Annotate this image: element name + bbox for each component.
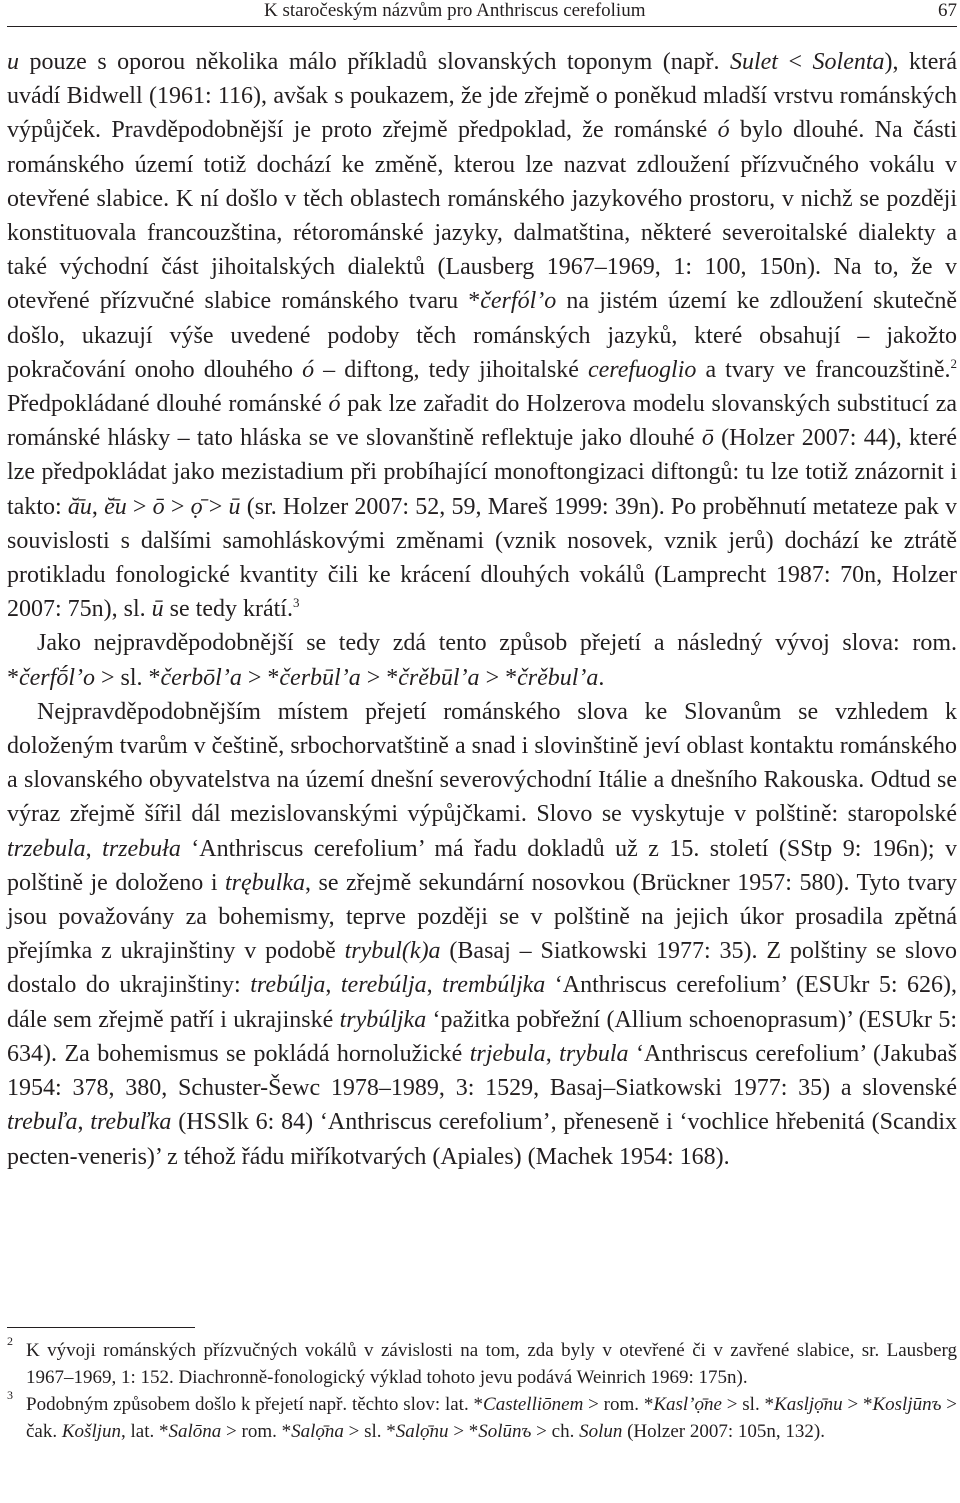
- footnote-3: [7, 1388, 958, 1445]
- text-run: > sl. *: [94, 664, 161, 691]
- paragraph-3: [7, 695, 957, 1174]
- footnote-reference: 3: [292, 595, 300, 611]
- italic-term: trzebula: [7, 835, 86, 862]
- italic-term: Solūnъ: [478, 1421, 532, 1442]
- text-run: >: [164, 493, 191, 520]
- text-run: ,: [545, 1040, 560, 1067]
- italic-term: ó: [328, 391, 341, 418]
- italic-term: trybula: [559, 1040, 629, 1067]
- italic-term: ō: [701, 425, 714, 452]
- text-run: , lat. *: [121, 1421, 169, 1442]
- footnote-2: [7, 1334, 957, 1391]
- text-run: ), která uvádí Bidwell (1961: 116), avšak s poukazem, že jde zřejmě o poněkud mladší vrstvu románských výpůjček. Pravděpodobnější je proto zřejmě předpoklad, že románské: [7, 49, 957, 144]
- text-run: .: [598, 664, 605, 691]
- italic-term: trembúljka: [442, 972, 546, 999]
- footnote-mark: 2: [7, 1334, 13, 1348]
- text-run: – diftong, tedy jihoitalské: [314, 356, 588, 383]
- text-run: (Holzer 2007: 44), které lze předpokládat jako mezistadium při probíhající monoftongizaci diftongů: tu lze totiž znázornit i takto:: [7, 425, 957, 520]
- italic-term: Kasljọ̄nu: [774, 1394, 843, 1415]
- italic-term: ū: [228, 493, 241, 520]
- running-head-title: K staročeským názvům pro Anthriscus cerefolium: [264, 0, 646, 21]
- page-number: 67: [938, 0, 957, 21]
- italic-term: Solenta: [812, 49, 885, 75]
- italic-term: trebuľka: [90, 1109, 172, 1136]
- italic-term: ō: [152, 493, 165, 520]
- italic-term: Salọ̄nu: [395, 1421, 449, 1442]
- text-run: > *: [241, 664, 280, 691]
- text-run: >: [202, 493, 229, 520]
- paragraph-1: [7, 45, 957, 626]
- italic-term: trybul(k)a: [344, 938, 441, 965]
- text-run: > *: [479, 664, 518, 691]
- text-run: a tvary ve francouzštině.: [696, 356, 951, 383]
- italic-term: trębulka: [225, 869, 305, 896]
- text-run: > sl. *: [343, 1421, 396, 1442]
- italic-term: ă̄u: [67, 493, 92, 520]
- text-run: > *: [842, 1394, 873, 1415]
- text-run: ‘Anthriscus cerefolium’ (ESUkr 5: 626), dále sem zřejmě patří i ukrajinské: [7, 972, 958, 1033]
- text-run: Předpokládané dlouhé románské: [7, 391, 329, 418]
- text-run: ‘Anthriscus cerefolium’ (Jakubaš 1954: 378, 380, Schuster-Šewc 1978–1989, 3: 1529, Basaj–Siatkowski 1977: 35) a slovenské: [7, 1040, 957, 1102]
- footnote-text: [26, 1394, 957, 1442]
- italic-term: čerbūl’a: [279, 664, 361, 691]
- italic-term: trzebuła: [102, 835, 181, 862]
- italic-term: Salọ̄na: [291, 1421, 344, 1442]
- footnote-rule: [7, 1327, 195, 1328]
- text-run: <: [777, 49, 813, 75]
- italic-term: Kosljūnъ: [872, 1394, 942, 1415]
- text-run: (Basaj – Siatkowski 1977: 35). Z polštiny se slovo dostalo do ukrajinštiny:: [7, 938, 957, 999]
- italic-term: trybúljka: [339, 1006, 427, 1033]
- italic-term: ọ̄: [190, 493, 203, 520]
- text-run: ,: [77, 1109, 91, 1136]
- italic-term: Kasl’ọ̄ne: [653, 1394, 722, 1415]
- italic-term: Sulet: [729, 49, 778, 75]
- text-run: pouze s oporou několika málo příkladů slovanských toponym (např.: [19, 49, 730, 75]
- text-run: ‘pažitka pobřežní (Allium schoenoprasum)’ (ESUkr 5: 634). Za bohemismus se pokládá hornolužické: [7, 1006, 957, 1067]
- italic-term: ó: [717, 117, 730, 144]
- text-run: Nejpravděpodobnějším místem přejetí románského slova ke Slovanům se vzhledem k doloženým tvarům v češtině, srbochorvatštině a snad i slovinštině jeví oblast kontaktu románského a slovanského obyvatelstva na území dnešní severovýchodní Itálie a dnešního Rakouska. Odtud se výraz zřejmě šířil dál mezislovanskými výpůjčkami. Slovo se vyskytuje v polštině: staropolské: [7, 698, 957, 828]
- text-run: , se zřejmě sekundární nosovkou (Brückner 1957: 580). Tyto tvary jsou považovány za bohemismy, teprve později se v polštině na jejich úkor prosadila zpětná přejímka z ukrajinštiny v podobě: [7, 869, 957, 965]
- text-run: ,: [426, 972, 443, 999]
- text-run: > ch.: [531, 1421, 580, 1442]
- paragraph-2: [7, 626, 957, 694]
- italic-term: trebuľa: [7, 1109, 78, 1136]
- text-run: (sr. Holzer 2007: 52, 59, Mareš 1999: 39n). Po proběhnutí metateze pak v souvislosti s dalšími samohláskovými změnami (vznik nosovek, vznik jerů) dochází ke ztrátě protikladu fonologické kvantity čili ke krácení dlouhých vokálů (Lamprecht 1987: 70n, Holzer 2007: 75n), sl.: [7, 493, 957, 623]
- italic-term: Solun: [579, 1421, 623, 1442]
- text-run: se tedy krátí.: [163, 596, 293, 623]
- italic-term: črěbul’a: [517, 664, 599, 691]
- italic-term: Salōna: [168, 1421, 222, 1442]
- italic-term: Castelliōnem: [483, 1394, 584, 1415]
- text-run: Podobným způsobem došlo k přejetí např. těchto slov: lat. *: [26, 1394, 484, 1415]
- text-run: Jako nejpravděpodobnější se tedy zdá tento způsob přejetí a následný vývoj slova: rom. *: [7, 630, 957, 691]
- footnotes: [7, 1334, 958, 1445]
- text-run: > *: [360, 664, 399, 691]
- footnote-mark: 3: [7, 1388, 13, 1402]
- text-run: >: [126, 493, 153, 520]
- text-run: na jistém území ke zdloužení skutečně došlo, ukazují výše uvedené podoby těch románských jazyků, které obsahují – jakožto pokračování onoho dlouhého: [7, 288, 958, 383]
- text-run: ,: [91, 493, 105, 520]
- text-run: pak lze zařadit do Holzerova modelu slovanských substitucí za románské hlásky – tato hláska se ve slovanštině reflektuje jako dlouhé: [7, 391, 957, 452]
- text-run: K vývoji románských přízvučných vokálů v závislosti na tom, zda byly v otevřené či v zavřené slabice, sr. Lausberg 1967–1969, 1: 152. Diachronně-fonologický výklad tohoto jevu podává Weinrich 1969: 175n).: [26, 1340, 957, 1388]
- text-run: > rom. *: [583, 1394, 654, 1415]
- italic-term: Košljun: [61, 1421, 121, 1442]
- text-run: (Holzer 2007: 105n, 132).: [622, 1421, 825, 1442]
- footnote-reference: 2: [950, 355, 957, 371]
- text-run: > čak.: [26, 1394, 958, 1442]
- running-head: [7, 0, 957, 30]
- footnote-text: [26, 1340, 957, 1388]
- italic-term: čerbōl’a: [160, 664, 242, 691]
- italic-term: ó: [302, 356, 315, 383]
- text-run: > sl. *: [721, 1394, 775, 1415]
- italic-term: čerfól’o: [480, 288, 557, 315]
- italic-term: črěbūl’a: [398, 664, 480, 691]
- italic-term: trebúlja: [250, 972, 326, 999]
- text-run: > *: [448, 1421, 479, 1442]
- text-run: (HSSlk 6: 84) ‘Anthriscus cerefolium’, přenesenĕ i ‘vochlice hřebenitá (Scandix pecten-veneris)’ z téhož řádu miříkotvarých (Apiales) (Machek 1954: 168).: [7, 1109, 957, 1170]
- italic-term: ū: [151, 596, 164, 623]
- italic-term: u: [7, 49, 19, 75]
- text-run: ,: [325, 972, 341, 999]
- text-run: bylo dlouhé. Na části románského území totiž dochází ke změně, kterou lze nazvat zdloužení přízvučného vokálu v otevřené slabice. K ní došlo v těch oblastech románského jazykového prostoru, v nichž se později konstituovala francouzština, rétorománské jazyky, dalmatština, některé severoitalské dialekty a také východní část jihoitalských dialektů (Lausberg 1967–1969, 1: 100, 150n). Na to, že v otevřené přízvučné slabice románského tvaru *: [7, 117, 957, 315]
- italic-term: cerefuoglio: [587, 356, 697, 383]
- text-run: ,: [85, 835, 103, 862]
- italic-term: trjebula: [469, 1040, 546, 1067]
- text-run: > rom. *: [221, 1421, 292, 1442]
- header-rule: [7, 26, 957, 27]
- italic-term: čerfṓl’o: [19, 664, 95, 691]
- italic-term: terebúlja: [340, 972, 427, 999]
- text-run: ‘Anthriscus cerefolium’ má řadu dokladů už z 15. století (SStp 9: 196n); v polštině je doloženo i: [7, 835, 958, 896]
- italic-term: ĕ̄u: [104, 493, 127, 520]
- body-text: [7, 45, 957, 1174]
